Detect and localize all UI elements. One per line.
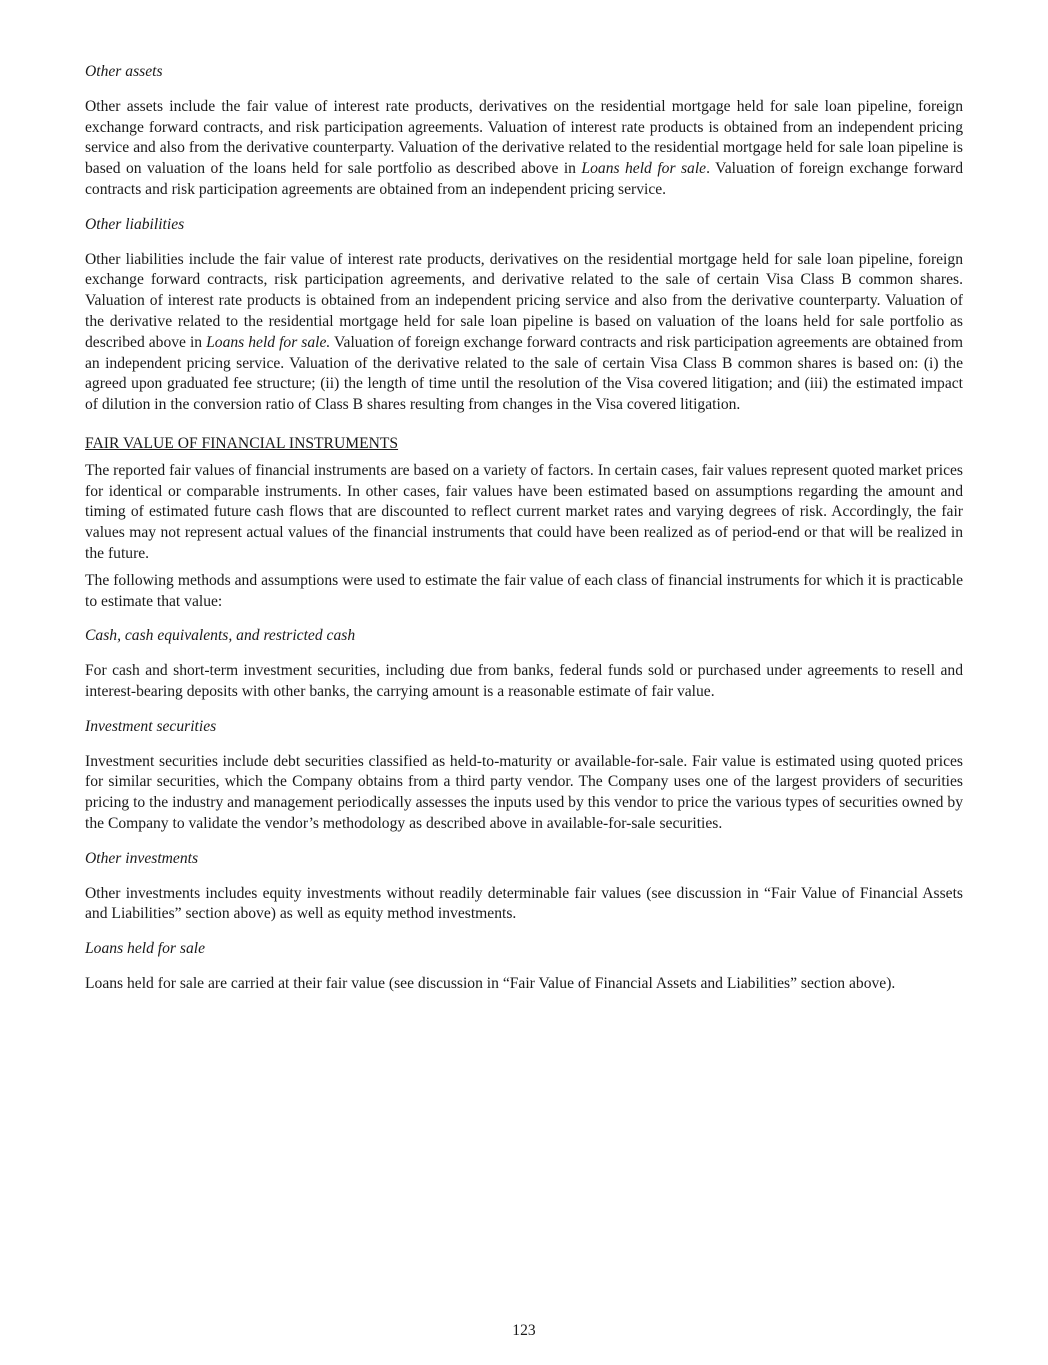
investment-securities-heading: Investment securities bbox=[85, 717, 217, 735]
other-assets-paragraph bbox=[85, 97, 963, 201]
fair-value-section-title: FAIR VALUE OF FINANCIAL INSTRUMENTS bbox=[85, 434, 399, 452]
other-investments-heading: Other investments bbox=[85, 849, 199, 867]
document-page bbox=[85, 62, 963, 995]
other-liabilities-ref: Loans held for sale. bbox=[206, 333, 331, 351]
other-investments-paragraph: Other investments includes equity investments without readily determinable fair values (see discussion in “Fair Value of Financial Assets and Liabilities” section above) as well as equity method investments. bbox=[85, 884, 963, 923]
other-liabilities-paragraph bbox=[85, 250, 963, 416]
cash-heading: Cash, cash equivalents, and restricted cash bbox=[85, 627, 356, 645]
other-assets-text-2: . Valuation of foreign exchange forward contracts and risk participation agreements are obtained from an independent pricing service. bbox=[85, 160, 963, 198]
cash-paragraph: For cash and short-term investment securities, including due from banks, federal funds sold or purchased under agreements to resell and interest-bearing deposits with other banks, the carrying amount is a reasonable estimate of fair value. bbox=[85, 662, 963, 700]
other-assets-ref: Loans held for sale bbox=[581, 160, 707, 178]
other-assets-text-1: Other assets include the fair value of interest rate products, derivatives on the residential mortgage held for sale loan pipeline, foreign exchange forward contracts, and risk participation agreements. Valuation of interest rate products is obtained from an independent pricing service and also from the derivative counterparty. Valuation of the derivative related to the residential mortgage held for sale loan pipeline is based on valuation of the loans held for sale portfolio as described above in bbox=[85, 97, 963, 178]
other-liabilities-heading: Other liabilities bbox=[85, 215, 185, 233]
investment-securities-paragraph: Investment securities include debt securities classified as held-to-maturity or available-for-sale. Fair value is estimated using quoted prices for similar securities, which the Company obtains from a third party vendor. The Company uses one of the largest providers of securities pricing to the industry and management periodically assesses the inputs used by this vendor to price the various types of securities owned by the Company to validate the vendor’s methodology as described above in available-for-sale securities. bbox=[85, 752, 963, 832]
other-liabilities-text-1: Other liabilities include the fair value of interest rate products, derivatives on the residential mortgage held for sale loan pipeline, foreign exchange forward contracts, risk participation agreements, and derivative related to the sale of certain Visa Class B common shares. Valuation of interest rate products is obtained from an independent pricing service and also from the derivative counterparty. Valuation of the derivative related to the residential mortgage held for sale loan pipeline is based on valuation of the loans held for sale portfolio as described above in bbox=[85, 250, 963, 351]
loans-held-for-sale-paragraph: Loans held for sale are carried at their fair value (see discussion in “Fair Value of Financial Assets and Liabilities” section above). bbox=[85, 974, 896, 992]
fair-value-paragraph-1: The reported fair values of financial instruments are based on a variety of factors. In certain cases, fair values represent quoted market prices for identical or comparable instruments. In other cases, fair values have been estimated based on assumptions regarding the amount and timing of estimated future cash flows that are discounted to reflect current market rates and varying degrees of risk. Accordingly, the fair values may not represent actual values of the financial instruments that could have been realized as of period-end or that will be realized in the future. bbox=[85, 461, 963, 562]
loans-held-for-sale-heading: Loans held for sale bbox=[85, 940, 205, 958]
page-number: 123 bbox=[512, 1322, 536, 1339]
fair-value-paragraph-2: The following methods and assumptions were used to estimate the fair value of each class of financial instruments for which it is practicable to estimate that value: bbox=[85, 571, 963, 610]
other-assets-heading: Other assets bbox=[85, 63, 163, 80]
other-liabilities-text-2: Valuation of foreign exchange forward contracts and risk participation agreements are obtained from an independent pricing service. Valuation of the derivative related to the sale of certain Visa Class B common shares is based on: (i) the agreed upon graduated fee structure; (ii) the length of time until the resolution of the Visa covered litigation; and (iii) the estimated impact of dilution in the conversion ratio of Class B shares resulting from changes in the Visa covered litigation. bbox=[85, 333, 964, 414]
